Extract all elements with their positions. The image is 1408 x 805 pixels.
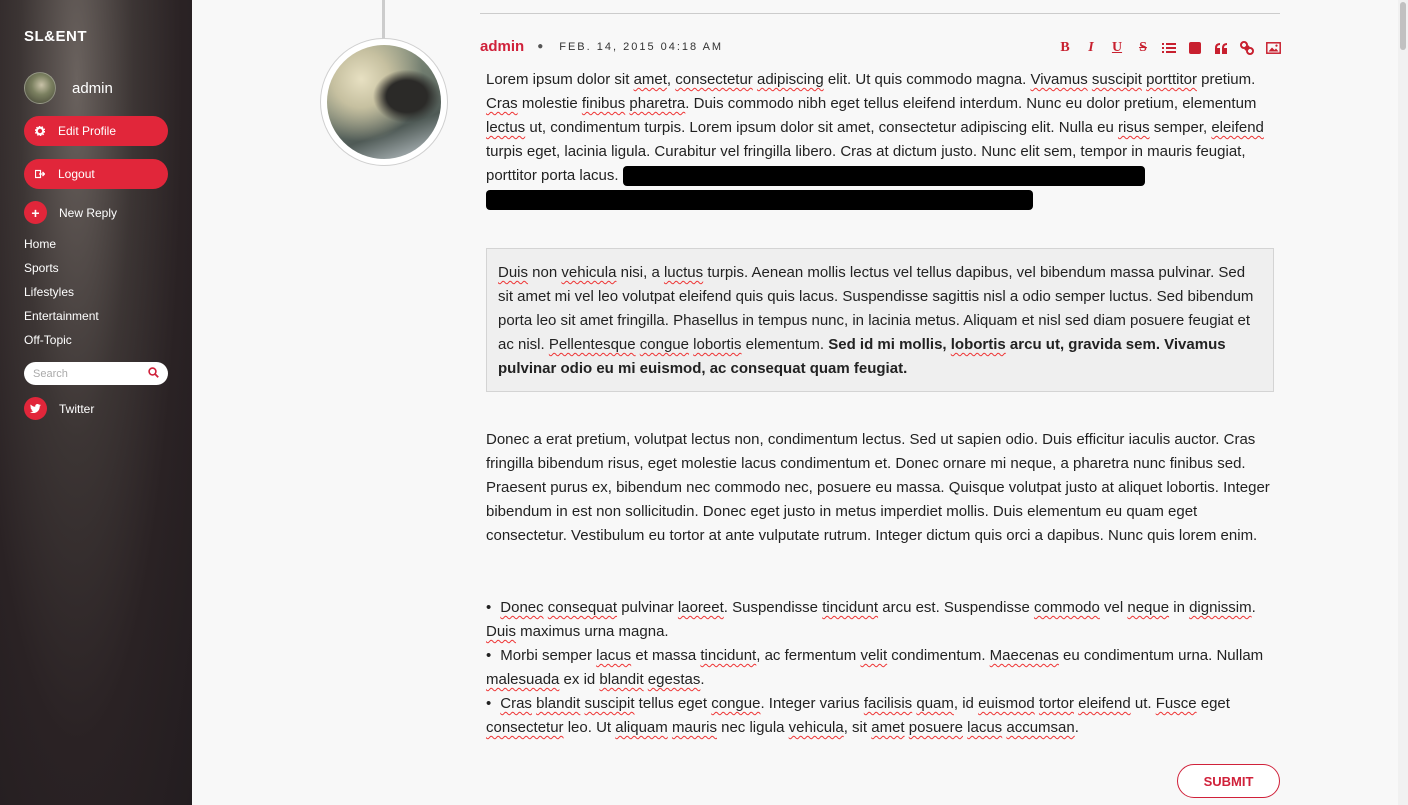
sidebar — [0, 0, 192, 805]
post-avatar[interactable] — [320, 38, 448, 166]
user-block — [24, 72, 113, 104]
strikethrough-icon[interactable]: S — [1139, 40, 1147, 55]
post-author[interactable]: admin — [480, 38, 525, 55]
quote-icon[interactable] — [1208, 40, 1234, 56]
meta-separator: ● — [537, 41, 544, 52]
list-item: • Donec consequat pulvinar laoreet. Suspendisse tincidunt arcu est. Suspendisse commodo vel neque in dignissim. Duis maximus urna magna. — [486, 596, 1274, 644]
logout-label: Logout — [58, 167, 95, 181]
redacted-block — [623, 166, 1145, 186]
new-reply-button[interactable] — [24, 201, 117, 224]
list-icon[interactable] — [1156, 40, 1182, 56]
logout-icon — [35, 169, 45, 179]
scrollbar[interactable] — [1398, 0, 1408, 805]
nav-item-sports[interactable]: Sports — [24, 261, 59, 275]
twitter-link[interactable] — [24, 397, 94, 420]
post-date: FEB. 14, 2015 04:18 AM — [559, 40, 724, 53]
edit-profile-label: Edit Profile — [58, 124, 117, 138]
italic-icon[interactable]: I — [1088, 40, 1094, 55]
search-input[interactable] — [33, 368, 133, 380]
edit-profile-button[interactable] — [24, 116, 168, 146]
user-name[interactable]: admin — [72, 79, 113, 97]
search-box — [24, 362, 168, 385]
new-reply-label: New Reply — [59, 205, 118, 220]
list-item: • Cras blandit suscipit tellus eget congue. Integer varius facilisis quam, id euismod tortor eleifend ut. Fusce eget consectetur leo. Ut aliquam mauris nec ligula vehicula, sit amet posuere lacus accumsan. — [486, 692, 1274, 740]
nav-list — [24, 236, 99, 356]
post-paragraph-2: Donec a erat pretium, volutpat lectus non, condimentum lectus. Sed ut sapien odio. Duis efficitur iaculis auctor. Cras fringilla bibendum risus, eget molestie lacus condimentum et. Donec ornare mi neque, a pharetra nunc finibus sed. Praesent purus ex, bibendum nec commodo nec, posuere eu massa. Quisque volutpat justo at aliquet lobortis. Integer bibendum in est non sollicitudin. Donec eget justo in metus imperdiet mollis. Duis elementum eu quam eget consectetur. Vestibulum eu tortor at ante vulputate rutrum. Integer dictum quis orci a dapibus. Nunc quis lorem enim. — [486, 431, 1270, 544]
post-meta — [480, 38, 723, 55]
bold-icon[interactable]: B — [1060, 40, 1070, 55]
nav-item-lifestyles[interactable]: Lifestyles — [24, 285, 75, 299]
brand-logo[interactable]: SL&ENT — [24, 28, 87, 45]
blockquote: Duis non vehicula nisi, a luctus turpis. Aenean mollis lectus vel tellus dapibus, vel bibendum massa pulvinar. Sed sit amet mi vel leo volutpat eleifend quis quis lacus. Suspendisse sagittis nisl a odio semper luctus. Sed bibendum porta leo sit amet fringilla. Phasellus in tempus nunc, in lacinia metus. Aliquam et nisl sed diam posuere feugiat et ac nisl. Pellentesque congue lobortis elementum. Sed id mi mollis, lobortis arcu ut, gravida sem. Vivamus pulvinar odio eu mi euismod, ac consequat quam feugiat. — [486, 248, 1274, 392]
twitter-icon — [24, 397, 47, 420]
avatar-photo — [327, 45, 441, 159]
divider — [480, 13, 1280, 14]
gear-icon — [35, 126, 45, 136]
plus-icon: + — [24, 201, 47, 224]
nav-item-home[interactable]: Home — [24, 237, 57, 251]
submit-button[interactable]: SUBMIT — [1177, 764, 1280, 798]
post-paragraph-1: Lorem ipsum dolor sit amet, consectetur adipiscing elit. Ut quis commodo magna. Vivamus suscipit porttitor pretium. Cras molestie finibus pharetra. Duis commodo nibh eget tellus eleifend interdum. Nunc eu dolor pretium, elementum lectus ut, condimentum turpis. Lorem ipsum dolor sit amet, consectetur adipiscing elit. Nulla eu risus semper, eleifend turpis eget, lacinia ligula. Curabitur vel fringilla libero. Cras at dictum justo. Nunc elit sem, tempor in mauris feugiat, porttitor porta lacus. — [486, 68, 1274, 212]
image-icon[interactable] — [1260, 40, 1286, 56]
underline-icon[interactable]: U — [1111, 40, 1123, 55]
square-icon[interactable] — [1182, 40, 1208, 56]
editor-toolbar — [1052, 40, 1286, 56]
nav-item-entertainment[interactable]: Entertainment — [24, 309, 99, 323]
twitter-label: Twitter — [59, 401, 95, 416]
nav-item-off-topic[interactable]: Off-Topic — [24, 333, 72, 347]
bullet-list — [486, 596, 1274, 740]
avatar[interactable] — [24, 72, 56, 104]
thread-line — [382, 0, 385, 40]
logout-button[interactable] — [24, 159, 168, 189]
redacted-block — [486, 190, 1033, 210]
search-icon[interactable] — [148, 365, 159, 383]
scrollbar-thumb[interactable] — [1400, 2, 1406, 50]
list-item: • Morbi semper lacus et massa tincidunt, ac fermentum velit condimentum. Maecenas eu condimentum urna. Nullam malesuada ex id blandit egestas. — [486, 644, 1274, 692]
link-icon[interactable] — [1234, 40, 1260, 56]
